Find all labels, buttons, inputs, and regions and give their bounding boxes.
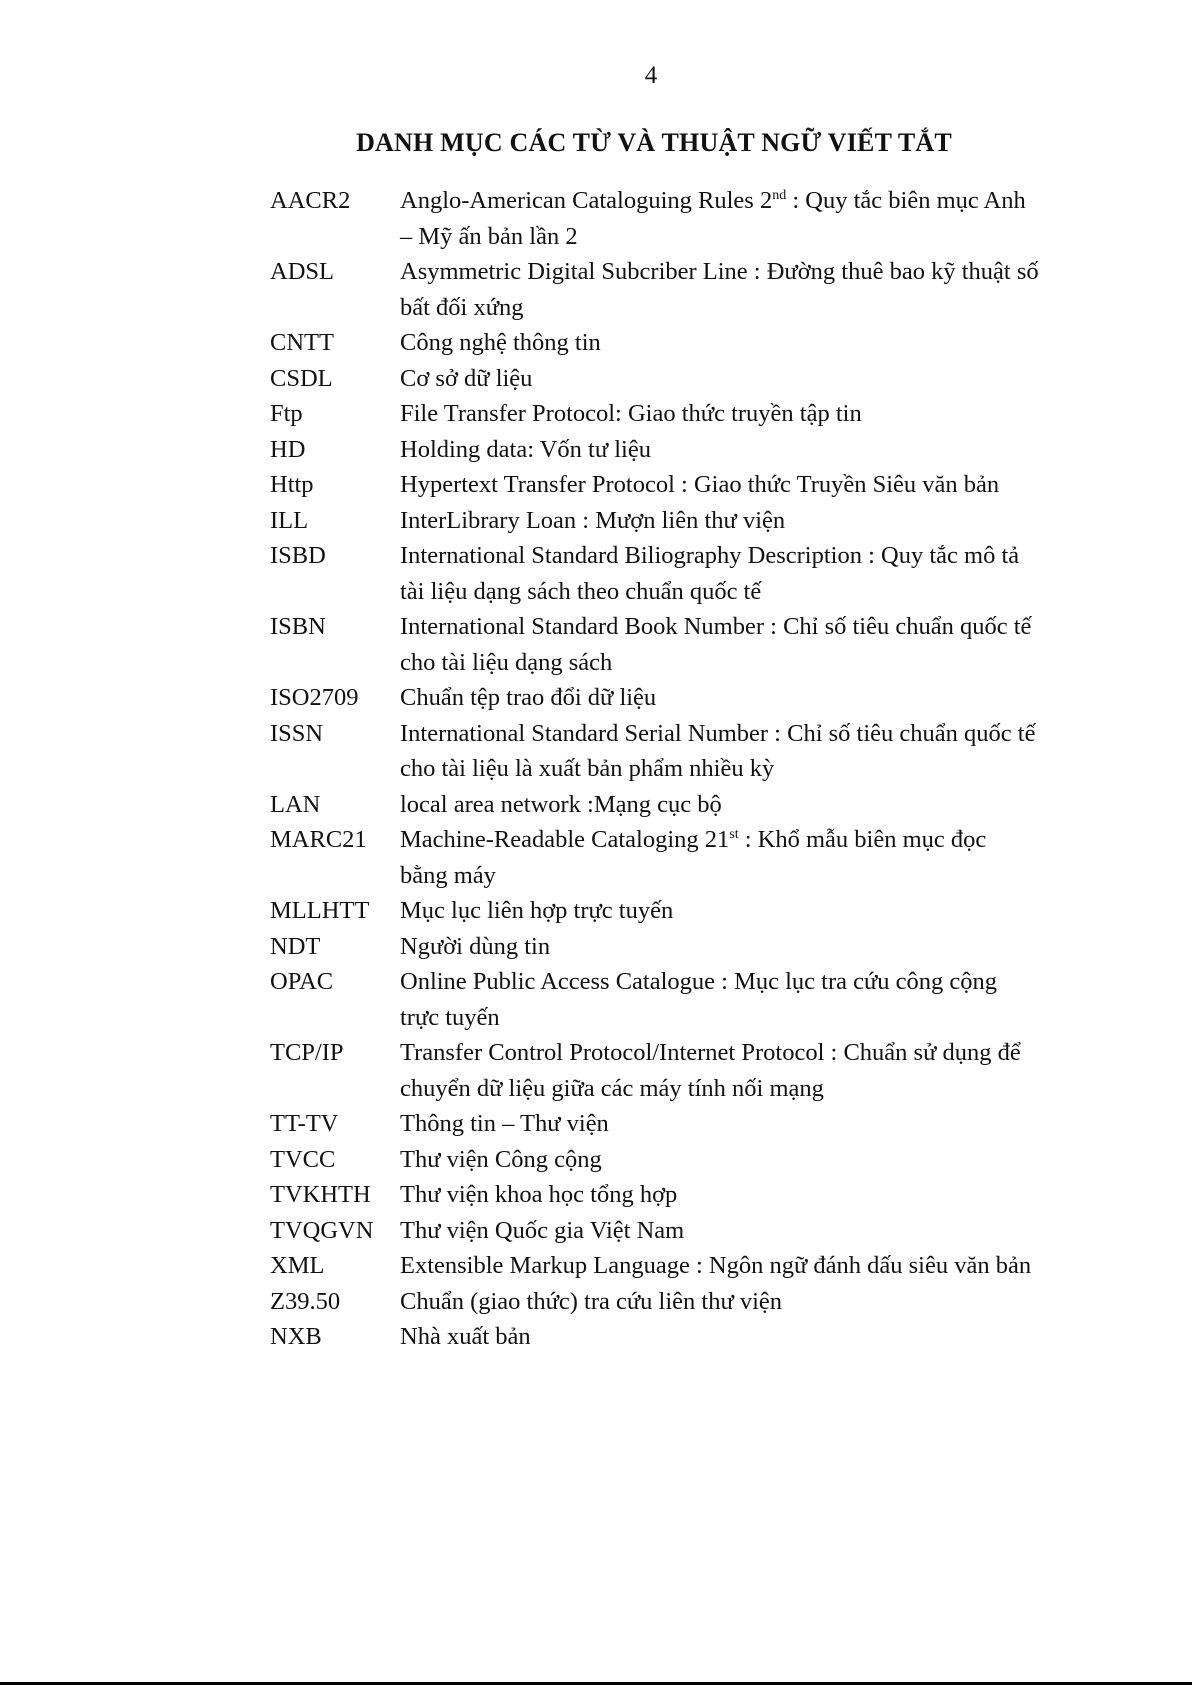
abbreviation-entry [270, 1284, 1040, 1320]
abbreviation-definition [400, 325, 1040, 361]
definition-text: local area network :Mạng cục bộ [400, 790, 722, 818]
abbreviation-definition [400, 1035, 1040, 1106]
abbreviation-term: ADSL [270, 258, 334, 285]
abbreviation-definition [400, 432, 1040, 468]
abbreviation-definition [400, 1284, 1040, 1320]
abbreviation-term: Ftp [270, 400, 303, 427]
abbreviation-definition [400, 467, 1040, 503]
abbreviation-term: TT-TV [270, 1110, 339, 1137]
abbreviation-definition [400, 254, 1040, 325]
definition-text: International Standard Book Number : Chỉ số tiêu chuẩn quốc tế cho tài liệu dạng sách [400, 613, 1032, 676]
abbreviation-definition [400, 396, 1040, 432]
abbreviation-term: CSDL [270, 364, 333, 392]
abbreviation-definition [400, 787, 1040, 823]
abbreviation-definition [400, 1248, 1040, 1284]
definition-text: Holding data: Vốn tư liệu [400, 435, 651, 463]
abbreviation-term: ISO2709 [270, 684, 359, 711]
abbreviation-term: NDT [270, 932, 321, 960]
abbreviation-definition [400, 929, 1040, 965]
definition-superscript: st [729, 826, 739, 842]
definition-text-continued: : Quy tắc biên mục Anh – Mỹ ấn bản lần 2 [400, 187, 1026, 250]
abbreviation-term: ISBD [270, 542, 326, 569]
definition-text: Mục lục liên hợp trực tuyến [400, 897, 674, 924]
definition-text: Anglo-American Cataloguing Rules 2 [400, 187, 773, 214]
abbreviation-entry [270, 1035, 1040, 1106]
definition-text: Chuẩn tệp trao đổi dữ liệu [400, 684, 657, 711]
abbreviation-definition [400, 716, 1040, 787]
abbreviation-entry [270, 1213, 1040, 1249]
abbreviation-list [270, 183, 1040, 1355]
definition-text: International Standard Biliography Description : Quy tắc mô tả tài liệu dạng sách theo chuẩn quốc tế [400, 542, 1020, 605]
abbreviation-entry [270, 787, 1040, 823]
definition-text: Machine-Readable Cataloging 21 [400, 826, 730, 853]
abbreviation-entry [270, 1248, 1040, 1284]
abbreviation-definition [400, 361, 1040, 397]
abbreviation-entry [270, 538, 1040, 609]
abbreviation-entry [270, 503, 1040, 539]
abbreviation-term: ISBN [270, 613, 326, 640]
abbreviation-definition [400, 1319, 1040, 1355]
abbreviation-term: LAN [270, 790, 321, 818]
abbreviation-entry [270, 1177, 1040, 1213]
page-number: 4 [644, 62, 658, 89]
definition-text: Transfer Control Protocol/Internet Protocol : Chuẩn sử dụng để chuyển dữ liệu giữa các máy tính nối mạng [400, 1039, 1021, 1102]
definition-text: Thư viện Quốc gia Việt Nam [400, 1216, 685, 1244]
abbreviation-definition [400, 1213, 1040, 1249]
abbreviation-entry [270, 361, 1040, 397]
definition-text: Thư viện Công cộng [400, 1145, 602, 1173]
abbreviation-definition [400, 1142, 1040, 1178]
abbreviation-definition [400, 538, 1040, 609]
definition-text: International Standard Serial Number : Chỉ số tiêu chuẩn quốc tế cho tài liệu là xuất bản phẩm nhiều kỳ [400, 719, 1036, 782]
abbreviation-entry [270, 716, 1040, 787]
abbreviation-entry [270, 183, 1040, 254]
abbreviation-term: HD [270, 435, 306, 463]
abbreviation-definition [400, 822, 1040, 893]
abbreviation-entry [270, 680, 1040, 716]
definition-text: Thư viện khoa học tổng hợp [400, 1181, 678, 1208]
abbreviation-entry [270, 432, 1040, 468]
abbreviation-term: AACR2 [270, 187, 351, 214]
abbreviation-entry [270, 1106, 1040, 1142]
definition-text: File Transfer Protocol: Giao thức truyền tập tin [400, 400, 862, 427]
abbreviation-term: TVCC [270, 1145, 336, 1173]
definition-text: Nhà xuất bản [400, 1323, 531, 1350]
definition-text: InterLibrary Loan : Mượn liên thư viện [400, 506, 786, 534]
abbreviation-definition [400, 893, 1040, 929]
abbreviation-entry [270, 964, 1040, 1035]
abbreviation-term: Http [270, 471, 314, 498]
abbreviation-entry [270, 1142, 1040, 1178]
abbreviation-entry [270, 1319, 1040, 1355]
abbreviation-term: MLLHTT [270, 897, 370, 924]
definition-text: Người dùng tin [400, 932, 551, 960]
abbreviation-term: TVKHTH [270, 1181, 371, 1208]
abbreviation-term: MARC21 [270, 826, 367, 853]
abbreviation-entry [270, 822, 1040, 893]
definition-text: Chuẩn (giao thức) tra cứu liên thư viện [400, 1287, 783, 1315]
abbreviation-definition [400, 1177, 1040, 1213]
abbreviation-term: ILL [270, 506, 309, 534]
definition-text: Thông tin – Thư viện [400, 1110, 609, 1137]
abbreviation-definition [400, 1106, 1040, 1142]
definition-text: Asymmetric Digital Subcriber Line : Đường thuê bao kỹ thuật số bất đối xứng [400, 258, 1039, 321]
abbreviation-term: TVQGVN [270, 1216, 374, 1244]
abbreviation-entry [270, 609, 1040, 680]
definition-text: Công nghệ thông tin [400, 329, 601, 356]
definition-text: Cơ sở dữ liệu [400, 364, 533, 392]
abbreviation-term: OPAC [270, 968, 334, 995]
abbreviation-entry [270, 467, 1040, 503]
abbreviation-entry [270, 396, 1040, 432]
abbreviation-entry [270, 254, 1040, 325]
abbreviation-definition [400, 964, 1040, 1035]
abbreviation-entry [270, 325, 1040, 361]
abbreviation-term: CNTT [270, 329, 334, 356]
page-title: DANH MỤC CÁC TỪ VÀ THUẬT NGỮ VIẾT TẮT [356, 128, 952, 157]
definition-text: Extensible Markup Language : Ngôn ngữ đánh dấu siêu văn bản [400, 1252, 1032, 1279]
definition-text: Online Public Access Catalogue : Mục lục tra cứu công cộng trực tuyến [400, 968, 998, 1031]
abbreviation-term: NXB [270, 1323, 322, 1350]
abbreviation-definition [400, 183, 1040, 254]
abbreviation-term: Z39.50 [270, 1287, 341, 1315]
definition-text: Hypertext Transfer Protocol : Giao thức Truyền Siêu văn bản [400, 471, 1000, 498]
abbreviation-entry [270, 893, 1040, 929]
abbreviation-term: TCP/IP [270, 1039, 344, 1066]
abbreviation-term: XML [270, 1252, 325, 1279]
definition-text-continued: : Khổ mẫu biên mục đọc bằng máy [400, 826, 987, 889]
abbreviation-definition [400, 503, 1040, 539]
abbreviation-definition [400, 609, 1040, 680]
abbreviation-definition [400, 680, 1040, 716]
abbreviation-term: ISSN [270, 719, 324, 747]
abbreviation-entry [270, 929, 1040, 965]
definition-superscript: nd [772, 187, 787, 203]
